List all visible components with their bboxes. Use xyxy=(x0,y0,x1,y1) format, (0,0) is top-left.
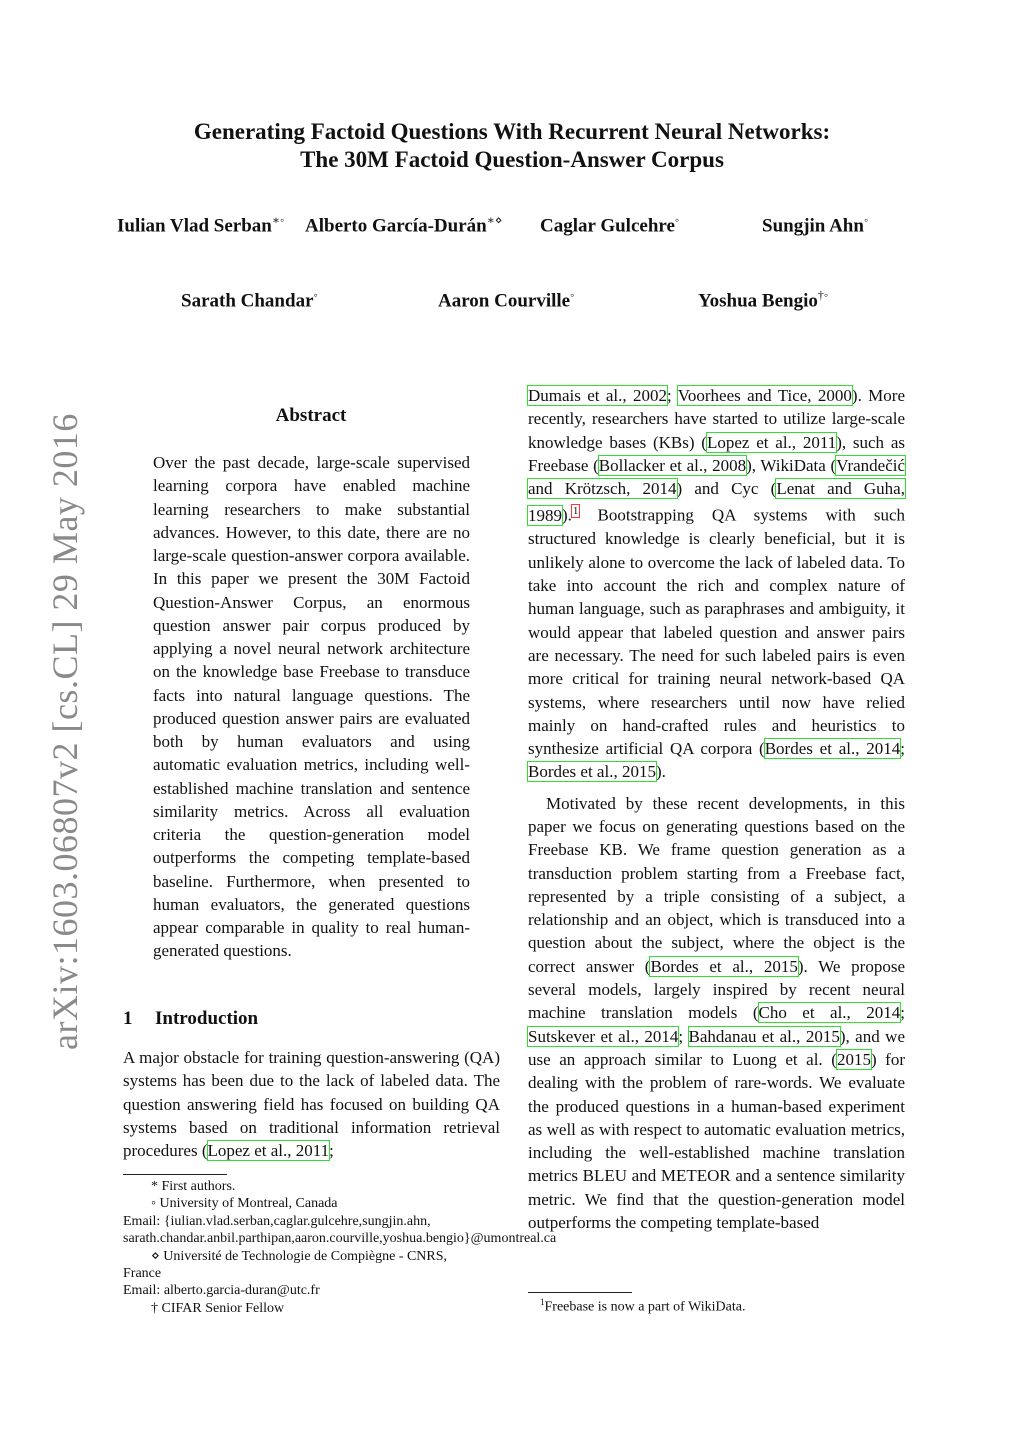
footnote-email-2: sarath.chandar.anbil.parthipan,aaron.courville,yoshua.bengio}@umontreal.ca xyxy=(123,1231,557,1247)
footnote-mark: 1 xyxy=(540,1297,545,1307)
author-chandar: Sarath Chandar◦ xyxy=(181,288,318,312)
intro-paragraph-1: Dumais et al., 2002; Voorhees and Tice, 2000). More recently, researchers have started to utilize large-scale knowledge bases (KBs) (Lopez et al., 2011), such as Freebase (Bollacker et al., 2008), WikiData (Vrandečić and Krötzsch, 2014) and Cyc (Lenat and Guha, 1989).$^1$ Bootstrapping QA systems with such structured knowledge is clearly beneficial, but it is unlikely alone to overcome the lack of labeled data. To take into account the rich and complex nature of human language, such as paraphrases and ambiguity, it would appear that labeled question and answer pairs are necessary. The need for such labeled pairs is even more critical for training neural network-based QA systems, where researchers until now have relied mainly on hand-crafted rules and heuristics to synthesize artificial QA corpora (Bordes et al., 2014; Bordes et al., 2015). xyxy=(528,386,906,782)
title-line-2: The 30M Factoid Question-Answer Corpus xyxy=(300,147,724,172)
footnote-rule-right xyxy=(528,1292,632,1293)
citation-link[interactable]: Vrandečić and Krötzsch, 2014 xyxy=(528,455,906,499)
section-introduction-heading xyxy=(123,1008,258,1030)
citation-link[interactable]: Bordes et al., 2015 xyxy=(528,762,656,782)
author-courville: Aaron Courville◦ xyxy=(438,288,575,312)
citation-link[interactable]: Lopez et al., 2011 xyxy=(706,432,837,452)
citation-link[interactable]: Lopez et al., 2011 xyxy=(207,1141,330,1161)
citation-link[interactable]: Bordes et al., 2014 xyxy=(764,739,901,759)
author-footnotes xyxy=(123,1178,557,1317)
footnote-rule-left xyxy=(123,1174,227,1175)
footnote-email-3: Email: alberto.garcia-duran@utc.fr xyxy=(123,1283,320,1299)
abstract-heading: Abstract xyxy=(275,405,347,426)
intro-col2 xyxy=(528,384,905,1234)
section-number: 1 xyxy=(123,1008,133,1029)
footnote-montreal: ◦ University of Montreal, Canada xyxy=(151,1196,338,1212)
author-ahn: Sungjin Ahn◦ xyxy=(762,213,869,237)
footnote-france: France xyxy=(123,1266,162,1282)
author-gulcehre: Caglar Gulcehre◦ xyxy=(540,213,680,237)
citation-link[interactable]: Cho et al., 2014 xyxy=(758,1003,901,1023)
footnote-reference-link[interactable]: 1 xyxy=(572,505,579,518)
arxiv-stamp: arXiv:1603.06807v2 [cs.CL] 29 May 2016 xyxy=(45,413,85,1050)
citation-link[interactable]: Voorhees and Tice, 2000 xyxy=(677,386,852,405)
intro-paragraph-2: Motivated by these recent developments, in this paper we focus on generating questions based on the Freebase KB. We frame question generation as a transduction problem starting from a Freebase fact, represented by a triple consisting of a subject, a relationship and an object, which is transduced into a question about the subject, where the object is the correct answer (Bordes et al., 2015). We propose several models, largely inspired by recent neural machine translation models (Cho et al., 2014; Sutskever et al., 2014; Bahdanau et al., 2015), and we use an approach similar to Luong et al. (2015) for dealing with the problem of rare-words. We evaluate the produced questions in a human-based experiment as well as with respect to automatic evaluation metrics, including the well-established machine translation metrics BLEU and METEOR and a sentence similarity metric. We find that the question-generation model outperforms the competing template-based xyxy=(528,793,906,1233)
author-serban: Iulian Vlad Serban∗◦ xyxy=(117,213,285,237)
footnote-freebase xyxy=(540,1297,745,1316)
paper-title xyxy=(0,118,1024,174)
footnote-first-authors: * First authors. xyxy=(151,1179,236,1194)
section-title: Introduction xyxy=(155,1008,259,1029)
title-line-1: Generating Factoid Questions With Recurrent Neural Networks: xyxy=(193,119,831,144)
footnote-cifar: † CIFAR Senior Fellow xyxy=(151,1300,285,1316)
intro-paragraph-col1: A major obstacle for training question-answering (QA) systems has been due to the lack of labeled data. The question answering field has focused on building QA systems based on traditional information retrieval procedures (Lopez et al., 2011; xyxy=(123,1048,500,1161)
footnote-email-1: Email: {iulian.vlad.serban,caglar.gulcehre,sungjin.ahn, xyxy=(123,1213,431,1229)
abstract-text: Over the past decade, large-scale supervised learning corpora have enabled machine learning researchers to make substantial advances. However, to this date, there are no large-scale question-answer corpora available. In this paper we present the 30M Factoid Question-Answer Corpus, an enormous question answer pair corpus produced by applying a novel neural network architecture on the knowledge base Freebase to transduce facts into natural language questions. The produced question answer pairs are evaluated both by human evaluators and using automatic evaluation metrics, including well-established machine translation and sentence similarity metrics. Across all evaluation criteria the question-generation model outperforms the competing template-based baseline. Furthermore, when presented to human evaluators, the generated questions appear comparable in quality to real human-generated questions. xyxy=(153,453,470,961)
citation-link[interactable]: Bollacker et al., 2008 xyxy=(598,455,747,475)
citation-link[interactable]: 2015 xyxy=(836,1049,871,1069)
citation-link[interactable]: Sutskever et al., 2014 xyxy=(528,1026,679,1046)
author-bengio: Yoshua Bengio†◦ xyxy=(698,288,829,312)
author-garcia-duran: Alberto García-Durán∗⋄ xyxy=(305,213,503,237)
citation-link[interactable]: Lenat and Guha, 1989 xyxy=(528,479,905,526)
footnote-text: Freebase is now a part of WikiData. xyxy=(544,1299,746,1315)
citation-link[interactable]: Dumais et al., 2002 xyxy=(528,386,667,405)
citation-link[interactable]: Bordes et al., 2015 xyxy=(650,956,798,976)
footnote-compiegne: ⋄ Université de Technologie de Compiègne - CNRS, xyxy=(151,1248,448,1264)
citation-link[interactable]: Bahdanau et al., 2015 xyxy=(688,1026,840,1046)
